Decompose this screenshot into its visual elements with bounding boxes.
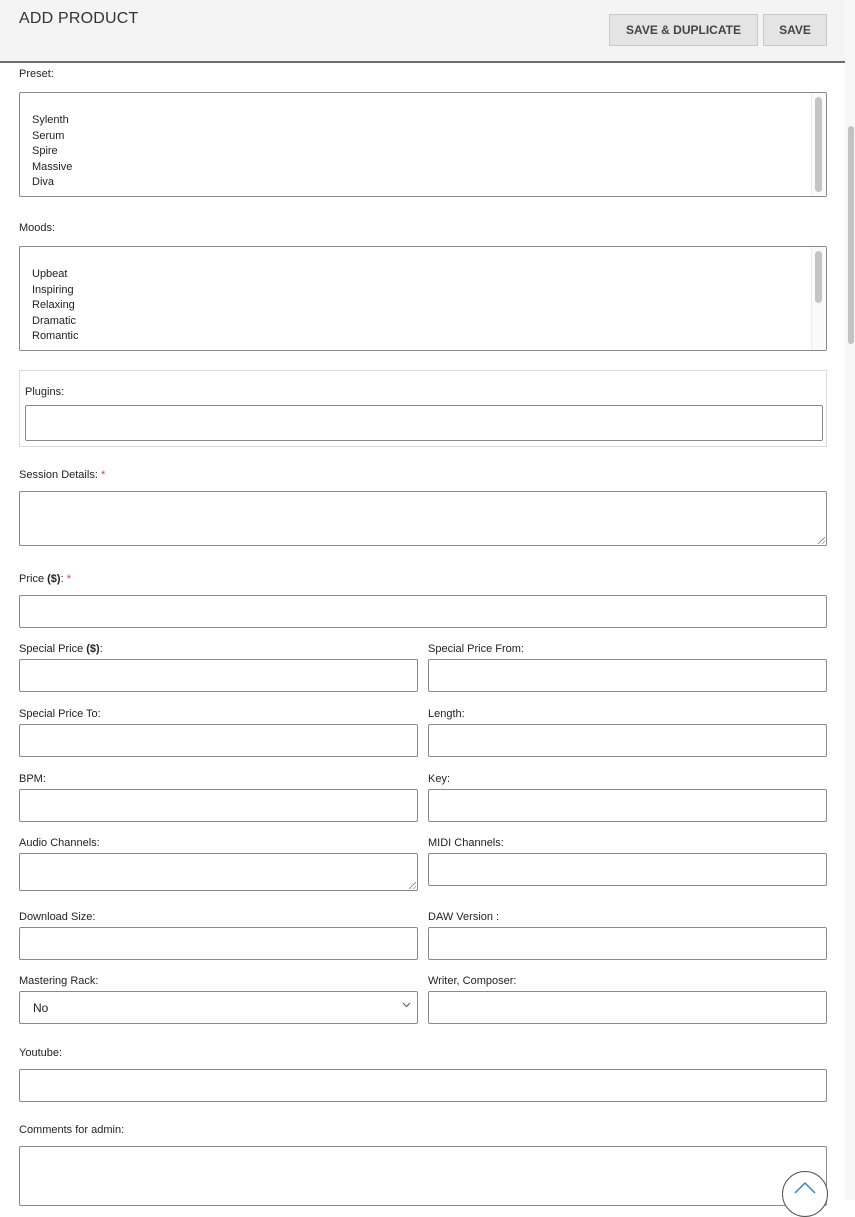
preset-option[interactable]: Massive bbox=[32, 160, 73, 173]
daw-version-input[interactable] bbox=[428, 927, 827, 960]
special-price-label bbox=[19, 643, 103, 655]
youtube-input[interactable] bbox=[19, 1069, 827, 1102]
mood-option[interactable]: Dramatic bbox=[32, 314, 77, 327]
mood-option[interactable]: Romantic bbox=[32, 330, 79, 343]
moods-label: Moods: bbox=[19, 222, 56, 234]
resize-handle-icon[interactable] bbox=[409, 882, 416, 889]
price-label bbox=[19, 573, 71, 585]
length-label: Length: bbox=[428, 708, 465, 720]
special-price-to-input[interactable] bbox=[19, 724, 418, 757]
special-price-input[interactable] bbox=[19, 659, 418, 692]
price-label-colon: : bbox=[60, 573, 64, 585]
comments-for-admin-textarea[interactable] bbox=[19, 1146, 827, 1206]
required-mark: * bbox=[66, 573, 71, 585]
preset-scrollbar-thumb[interactable] bbox=[815, 97, 822, 192]
special-price-from-label: Special Price From: bbox=[428, 643, 524, 655]
moods-scrollbar[interactable] bbox=[811, 247, 826, 350]
save-button[interactable]: SAVE bbox=[763, 14, 827, 46]
daw-version-label: DAW Version : bbox=[428, 911, 500, 923]
preset-option[interactable]: Diva bbox=[32, 176, 55, 189]
resize-handle-icon[interactable] bbox=[818, 537, 825, 544]
mood-option[interactable]: Upbeat bbox=[32, 268, 68, 280]
comments-for-admin-label: Comments for admin: bbox=[19, 1124, 125, 1136]
key-input[interactable] bbox=[428, 789, 827, 822]
save-and-duplicate-button[interactable]: SAVE & DUPLICATE bbox=[609, 14, 758, 46]
plugins-label: Plugins: bbox=[25, 386, 65, 398]
mood-option[interactable]: Inspiring bbox=[32, 283, 74, 296]
price-currency: ($) bbox=[47, 573, 61, 585]
chevron-up-icon bbox=[793, 1180, 817, 1194]
length-input[interactable] bbox=[428, 724, 827, 757]
bpm-input[interactable] bbox=[19, 789, 418, 822]
youtube-label: Youtube: bbox=[19, 1047, 63, 1059]
special-price-to-label: Special Price To: bbox=[19, 708, 101, 720]
special-price-from-input[interactable] bbox=[428, 659, 827, 692]
special-price-currency: ($) bbox=[86, 643, 100, 655]
price-input[interactable] bbox=[19, 595, 827, 628]
session-details-label-text: Session Details: bbox=[19, 469, 98, 481]
mastering-rack-label: Mastering Rack: bbox=[19, 975, 99, 987]
page-scrollbar-thumb[interactable] bbox=[848, 126, 854, 344]
download-size-input[interactable] bbox=[19, 927, 418, 960]
plugins-input[interactable] bbox=[25, 405, 823, 441]
bpm-label: BPM: bbox=[19, 773, 46, 785]
chevron-down-icon bbox=[402, 1000, 411, 1012]
required-mark: * bbox=[100, 469, 106, 481]
moods-listbox[interactable] bbox=[19, 246, 827, 351]
midi-channels-input[interactable] bbox=[428, 853, 827, 886]
download-size-label: Download Size: bbox=[19, 911, 96, 923]
session-details-label bbox=[19, 469, 105, 481]
audio-channels-textarea[interactable] bbox=[19, 853, 418, 891]
writer-composer-input[interactable] bbox=[428, 991, 827, 1024]
preset-scrollbar[interactable] bbox=[811, 93, 826, 196]
scroll-to-top-button[interactable] bbox=[782, 1171, 828, 1217]
session-details-textarea[interactable] bbox=[19, 491, 827, 546]
mood-option[interactable]: Relaxing bbox=[32, 299, 75, 312]
price-label-text: Price bbox=[19, 573, 48, 585]
page-title: ADD PRODUCT bbox=[19, 10, 139, 27]
mastering-rack-selected: No bbox=[33, 1001, 49, 1015]
preset-listbox[interactable] bbox=[19, 92, 827, 197]
key-label: Key: bbox=[428, 773, 451, 785]
special-price-label-colon: : bbox=[99, 643, 103, 655]
preset-label: Preset: bbox=[19, 68, 54, 80]
preset-option[interactable]: Spire bbox=[32, 145, 58, 158]
midi-channels-label: MIDI Channels: bbox=[428, 837, 504, 849]
preset-option[interactable]: Sylenth bbox=[32, 114, 69, 126]
page-header bbox=[0, 0, 845, 63]
special-price-label-text: Special Price bbox=[19, 643, 87, 655]
writer-composer-label: Writer, Composer: bbox=[428, 975, 517, 987]
preset-option[interactable]: Serum bbox=[32, 129, 65, 142]
mastering-rack-select[interactable] bbox=[19, 991, 418, 1024]
audio-channels-label: Audio Channels: bbox=[19, 837, 100, 849]
moods-scrollbar-thumb[interactable] bbox=[815, 251, 822, 303]
